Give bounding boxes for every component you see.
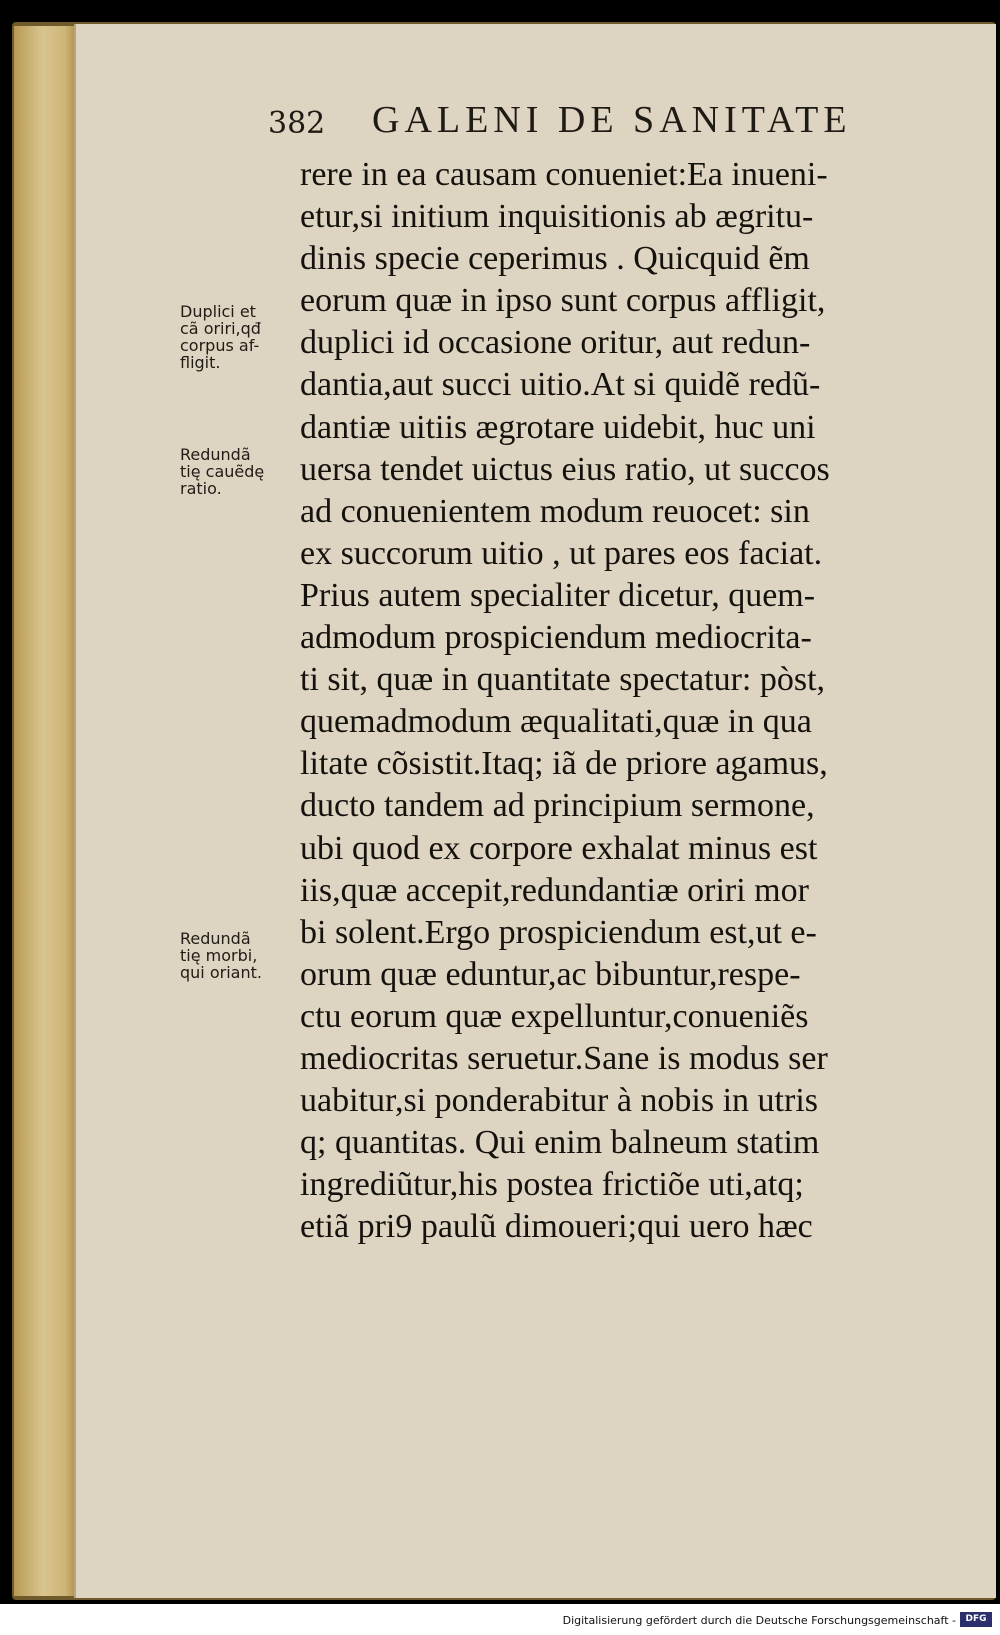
text-line: dantiæ uitiis ægrotare uidebit, huc uni	[300, 408, 816, 446]
text-line: etiã pri9 paulũ dimoueri;qui uero hæc	[300, 1208, 813, 1246]
footer-bar	[0, 1604, 1000, 1635]
margin-note	[180, 446, 300, 497]
text-line: uabitur,si ponderabitur à nobis in utris	[300, 1082, 819, 1120]
text-line: dinis specie ceperimus . Quicquid ẽm	[300, 240, 810, 278]
text-line: mediocritas seruetur.Sane is modus ser	[300, 1039, 828, 1077]
margin-note-line: Duplici et	[180, 302, 256, 321]
text-line: uersa tendet uictus eius ratio, ut succos	[300, 450, 830, 488]
running-title: GALENI DE SANITATE	[372, 99, 852, 141]
text-line: ducto tandem ad principium sermone,	[300, 787, 815, 825]
margin-note-line: tię cauẽdę	[180, 462, 265, 481]
running-head	[268, 98, 928, 158]
text-line: litate cõsistit.Itaq; iã de priore agamus,	[300, 745, 828, 783]
margin-note-line: ratio.	[180, 479, 222, 498]
margin-note-line: cã oriri,qđ	[180, 319, 261, 338]
dfg-logo: DFG	[960, 1612, 992, 1627]
text-line: admodum prospiciendum mediocrita-	[300, 619, 812, 657]
text-line: ingrediũtur,his postea frictiõe uti,atq;	[300, 1166, 804, 1204]
text-line: ctu eorum quæ expelluntur,conueniẽs	[300, 997, 809, 1035]
text-line: ex succorum uitio , ut pares eos faciat.	[300, 534, 823, 572]
text-line: duplici id occasione oritur, aut redun-	[300, 324, 811, 362]
text-line: eorum quæ in ipso sunt corpus affligit,	[300, 282, 826, 320]
margin-note-line: corpus af-	[180, 336, 260, 355]
funding-credit: Digitalisierung gefördert durch die Deutsche Forschungsgemeinschaft -	[562, 1614, 956, 1627]
margin-note-line: tię morbi,	[180, 946, 258, 965]
margin-note-line: Redundã	[180, 929, 251, 948]
text-line: ti sit, quæ in quantitate spectatur: pòst,	[300, 661, 826, 699]
margin-note	[180, 303, 300, 371]
text-line: Prius autem specialiter dicetur, quem-	[300, 576, 816, 614]
margin-note-line: Redundã	[180, 445, 251, 464]
text-line: etur,si initium inquisitionis ab ægritu-	[300, 198, 814, 236]
text-line: dantia,aut succi uitio.At si quidẽ redũ-	[300, 366, 821, 404]
margin-note	[180, 930, 300, 981]
text-line: ubi quod ex corpore exhalat minus est	[300, 829, 818, 867]
text-line: quemadmodum æqualitati,quæ in qua	[300, 703, 812, 741]
margin-note-line: qui oriant.	[180, 963, 262, 982]
text-line: q; quantitas. Qui enim balneum statim	[300, 1124, 820, 1162]
text-line: orum quæ eduntur,ac bibuntur,respe-	[300, 955, 801, 993]
text-line: iis,quæ accepit,redundantiæ oriri mor	[300, 871, 809, 909]
text-line: bi solent.Ergo prospiciendum est,ut e-	[300, 913, 817, 951]
page-number: 382	[268, 106, 326, 141]
page-edges	[14, 26, 78, 1596]
text-line: rere in ea causam conueniet:Ea inueni-	[300, 156, 828, 193]
text-line: ad conuenientem modum reuocet: sin	[300, 492, 810, 530]
margin-note-line: fligit.	[180, 353, 221, 372]
body-text	[300, 154, 940, 1248]
